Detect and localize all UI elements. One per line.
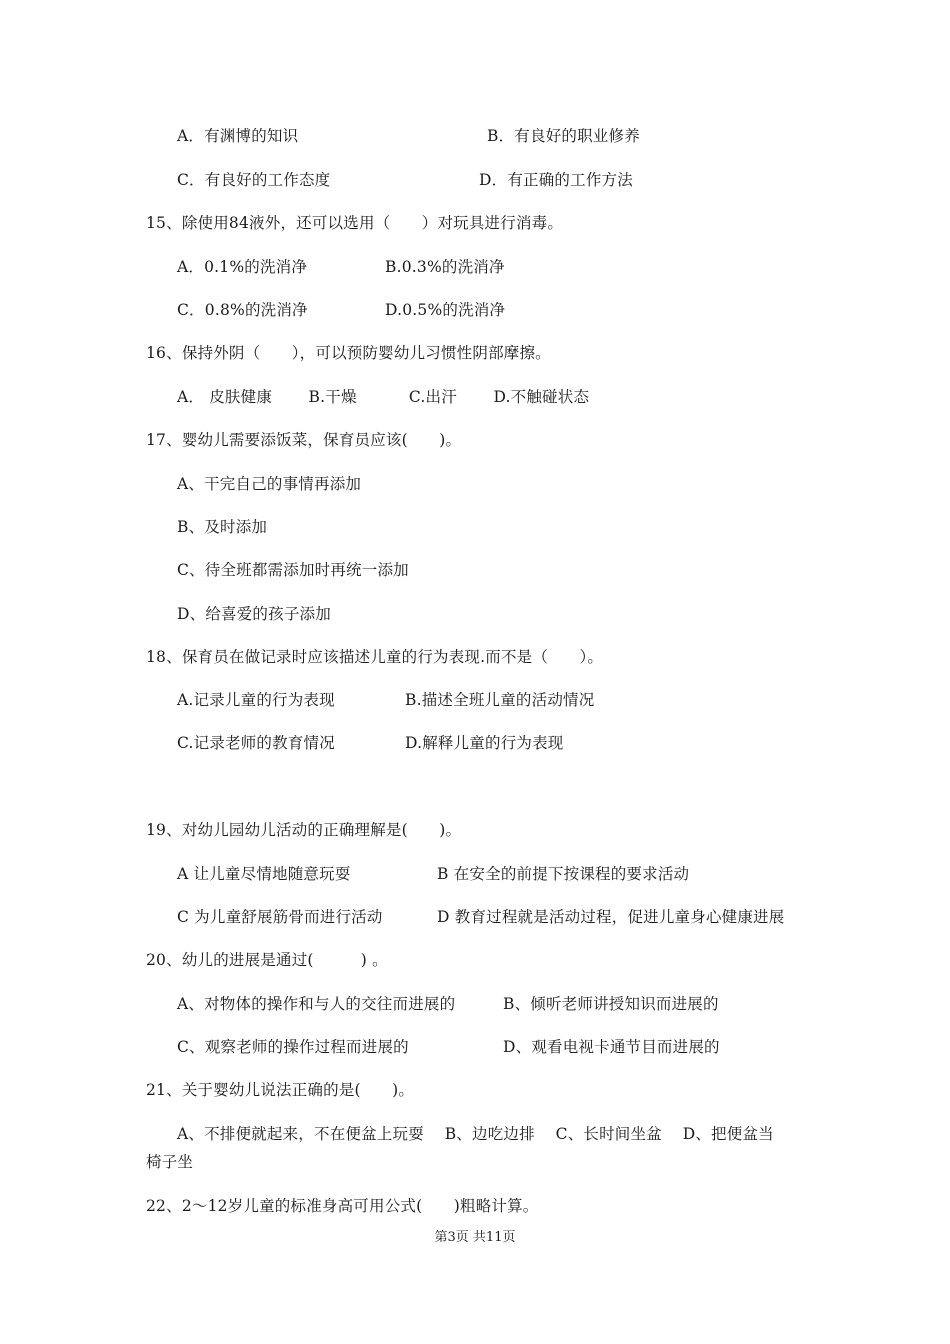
q18-option-d: D.解释儿童的行为表现 <box>405 734 564 752</box>
question-19: 19、对幼儿园幼儿活动的正确理解是( )。 <box>146 821 462 839</box>
q14-option-d: D．有正确的工作方法 <box>479 171 633 189</box>
q15-option-c: C．0.8%的洗消净 <box>177 301 308 319</box>
q20-option-a: A、对物体的操作和与人的交往而进展的 <box>177 995 456 1013</box>
q16-options: A． 皮肤健康 B.干燥 C.出汗 D.不触碰状态 <box>177 388 590 406</box>
question-20: 20、幼儿的进展是通过( ) 。 <box>146 951 388 969</box>
question-17: 17、婴幼儿需要添饭菜，保育员应该( )。 <box>146 431 462 449</box>
q17-option-d: D、给喜爱的孩子添加 <box>177 605 331 623</box>
page-footer: 第3页 共11页 <box>434 1230 516 1245</box>
q21-options-continued: 椅子坐 <box>146 1153 194 1171</box>
q14-option-b: B．有良好的职业修养 <box>487 127 640 145</box>
q19-option-b: B 在安全的前提下按课程的要求活动 <box>437 865 690 883</box>
q19-option-c: C 为儿童舒展筋骨而进行活动 <box>177 908 383 926</box>
q15-option-b: B.0.3%的洗消净 <box>385 258 505 276</box>
q20-option-c: C、观察老师的操作过程而进展的 <box>177 1038 409 1056</box>
q14-option-c: C．有良好的工作态度 <box>177 171 331 189</box>
q17-option-b: B、及时添加 <box>177 518 268 536</box>
q14-option-a: A．有渊博的知识 <box>177 127 299 145</box>
q20-option-b: B、倾听老师讲授知识而进展的 <box>503 995 719 1013</box>
q18-option-b: B.描述全班儿童的活动情况 <box>405 691 595 709</box>
question-21: 21、关于婴幼儿说法正确的是( )。 <box>146 1081 415 1099</box>
question-22: 22、2～12岁儿童的标准身高可用公式( )粗略计算。 <box>146 1197 539 1215</box>
q20-option-d: D、观看电视卡通节目而进展的 <box>503 1038 720 1056</box>
q19-option-d: D 教育过程就是活动过程，促进儿童身心健康进展 <box>437 908 785 926</box>
q15-option-d: D.0.5%的洗消净 <box>385 301 506 319</box>
q18-option-a: A.记录儿童的行为表现 <box>177 691 335 709</box>
q19-option-a: A 让儿童尽情地随意玩耍 <box>177 865 351 883</box>
question-18: 18、保育员在做记录时应该描述儿童的行为表现.而不是（ ）。 <box>146 648 604 666</box>
question-15: 15、除使用84液外，还可以选用（ ）对玩具进行消毒。 <box>146 214 564 232</box>
q21-options: A、不排便就起来，不在便盆上玩耍 B、边吃边排 C、长时间坐盆 D、把便盆当 <box>177 1125 774 1143</box>
q15-option-a: A．0.1%的洗消净 <box>177 258 308 276</box>
question-16: 16、保持外阴（ ），可以预防婴幼儿习惯性阴部摩擦。 <box>146 344 551 362</box>
q17-option-c: C、待全班都需添加时再统一添加 <box>177 561 409 579</box>
q18-option-c: C.记录老师的教育情况 <box>177 734 335 752</box>
q17-option-a: A、干完自己的事情再添加 <box>177 475 362 493</box>
